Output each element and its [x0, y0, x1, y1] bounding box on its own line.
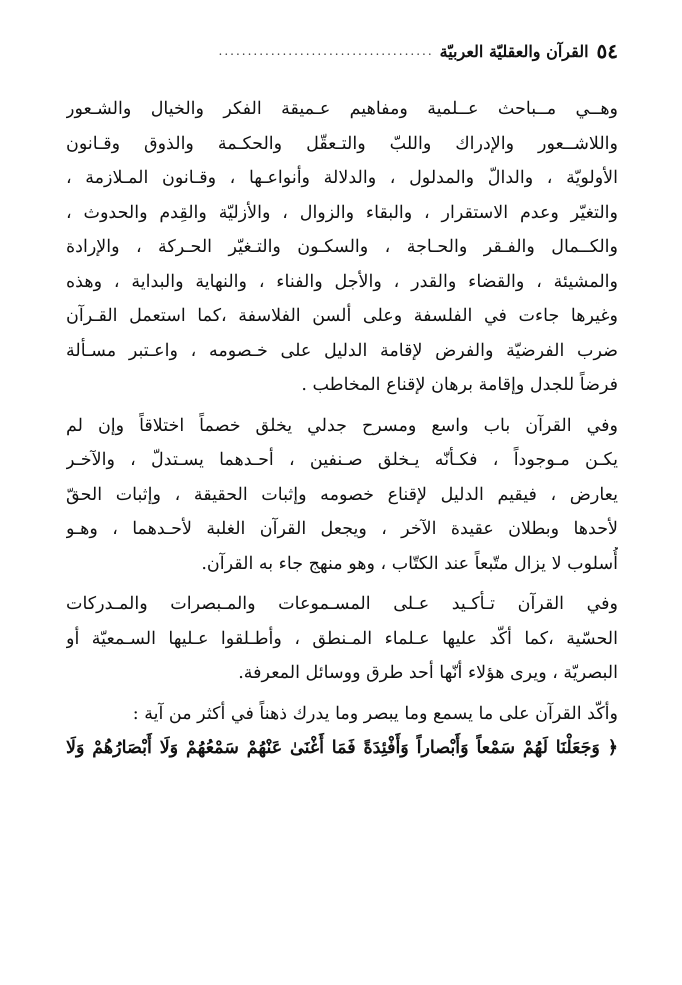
text-line: وهــي مــباحث عــلمية ومفاهيم عـميقة الفكر والخيال والشـعور	[66, 99, 618, 119]
paragraph	[66, 587, 618, 691]
paragraph	[66, 409, 618, 582]
text-line: الحسّية ،كما أكّد عليها عـلماء المـنطق ، وأطـلقوا عـليها السـمعيّة أو	[66, 628, 618, 649]
leader-dots: .....................................	[218, 44, 434, 58]
text-line: وغيرها جاءت في الفلسفة وعلى ألسن الفلاسفة ،كما استعمل القـرآن	[66, 306, 618, 326]
running-header	[66, 36, 618, 66]
text-line: والتغيّر وعدم الاستقرار ، والبقاء والزوال ، والأزليّة والقِدم والحدوث ،	[66, 202, 618, 223]
text-line: ضرب الفرضيّة والفرض لإقامة الدليل على خـصومه ، واعـتبر مسـألة	[66, 340, 618, 361]
text-line: يعارض ، فيقيم الدليل لإقناع خصومه وإثبات الحقيقة ، وإثبات الحقّ	[66, 484, 618, 505]
text-line: فرضاً للجدل وإقامة برهان لإقناع المخاطب .	[301, 375, 618, 395]
text-line: الأولويّة ، والدالّ والمدلول ، والدلالة وأنواعـها ، وقـانون المـلازمة ،	[66, 168, 618, 188]
text-line: يكـن مـوجوداً ، فكـأنّه يـخلق صـنفين ، أحـدهما يسـتدلّ ، والآخـر	[66, 450, 618, 470]
text-line: لأحدها وبطلان عقيدة الآخر ، ويجعل القرآن الغلبة لأحـدهما ، وهـو	[66, 519, 618, 539]
text-line: وفي القرآن باب واسع ومسرح جدلي يخلق خصماً اختلاقاً وإن لم	[66, 415, 618, 436]
running-title: القرآن والعقليّة العربيّة	[439, 41, 589, 61]
paragraph	[66, 697, 618, 766]
text-line: والمشيئة ، والقضاء والقدر ، والأجل والفناء ، والنهاية والبداية ، وهذه	[66, 271, 618, 292]
text-line: البصريّة ، ويرى هؤلاء أنّها أحد طرق ووسائل المعرفة.	[238, 663, 618, 683]
quran-verse-line: ﴿ وَجَعَلْنَا لَهُمْ سَمْعاً وَأَبْصاراً وَأَفْئِدَةً فَمَا أَغْنَىٰ عَنْهُمْ سَمْعُهُمْ وَلَا أَبْصَارُهُمْ وَلَا	[66, 738, 618, 758]
text-line: أُسلوب لا يزال متّبعاً عند الكتّاب ، وهو منهج جاء به القرآن.	[201, 553, 618, 574]
text-line: والكــمال والفـقر والحـاجة ، والسكـون والتـغيّر الحـركة ، والإرادة	[66, 237, 618, 257]
page-number: ٥٤	[596, 39, 618, 63]
text-line: واللاشــعور والإدراك واللبّ والتـعقّل والحكـمة والذوق وقـانون	[66, 133, 618, 154]
text-line: وأكّد القرآن على ما يسمع وما يبصر وما يدرك ذهناً في أكثر من آية :	[132, 703, 618, 724]
text-line: وفي القرآن تـأكـيد عـلى المسـموعات والمـبصرات والمـدركات	[66, 594, 618, 614]
paragraph	[66, 92, 618, 403]
body-text	[66, 92, 618, 766]
